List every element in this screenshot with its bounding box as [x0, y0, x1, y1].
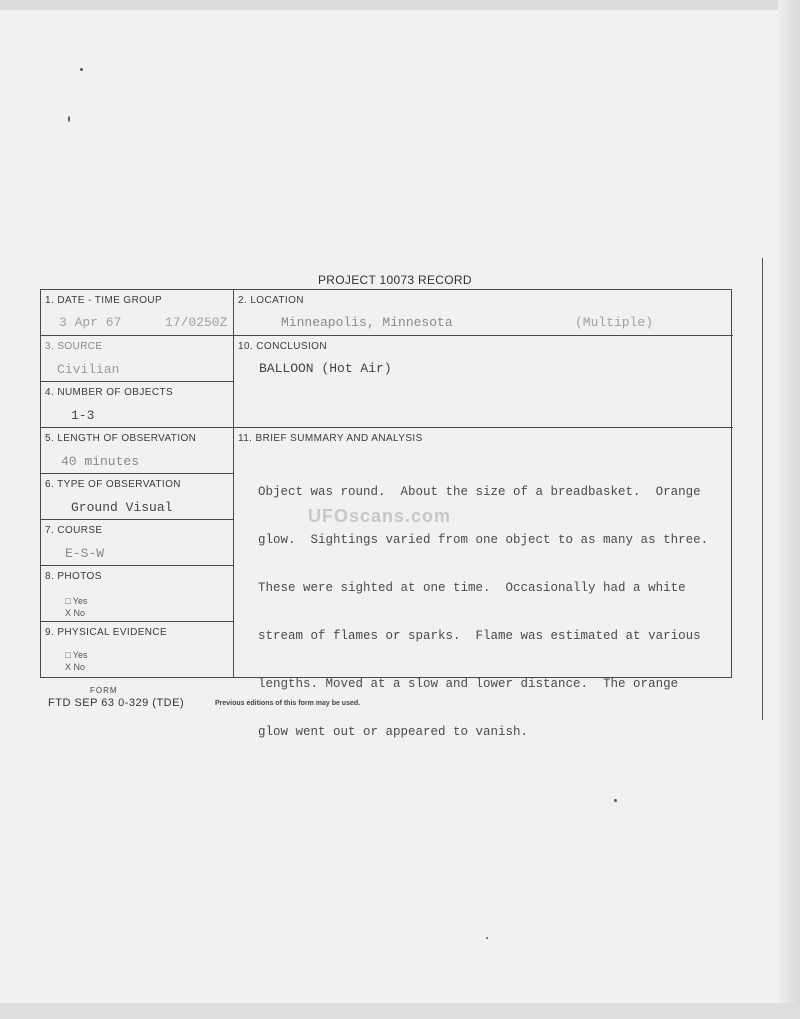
row-divider: [41, 335, 733, 336]
summary-line: glow. Sightings varied from one object to as many as three.: [258, 533, 709, 547]
scan-speck: [80, 68, 83, 71]
scan-bottom-edge: [0, 1003, 800, 1019]
scan-speck: [68, 116, 70, 122]
row-divider: [41, 565, 233, 566]
scan-right-edge: [778, 0, 800, 1019]
type-obs-value: Ground Visual: [71, 500, 173, 515]
physical-yes: □ Yes: [65, 650, 88, 660]
num-objects-value: 1-3: [71, 408, 95, 423]
photos-label: 8. PHOTOS: [45, 571, 102, 582]
summary-text: [258, 452, 718, 756]
source-label: 3. SOURCE: [45, 341, 103, 352]
location-value: Minneapolis, Minnesota: [281, 315, 453, 330]
num-objects-label: 4. NUMBER OF OBJECTS: [45, 387, 174, 398]
row-divider: [41, 473, 233, 474]
time-value: 17/0250Z: [165, 315, 228, 330]
course-label: 7. COURSE: [45, 525, 103, 536]
photos-no: X No: [65, 608, 86, 618]
summary-line: glow went out or appeared to vanish.: [258, 725, 529, 739]
page-margin-line: [762, 258, 763, 720]
length-obs-label: 5. LENGTH OF OBSERVATION: [45, 433, 197, 444]
conclusion-value: BALLOON (Hot Air): [259, 361, 392, 376]
form-word: FORM: [90, 686, 118, 695]
form-id: FTD SEP 63 0-329 (TDE): [48, 697, 185, 709]
summary-label: 11. BRIEF SUMMARY AND ANALYSIS: [238, 433, 423, 444]
row-divider: [41, 381, 233, 382]
source-value: Civilian: [57, 362, 120, 377]
summary-line: Object was round. About the size of a breadbasket. Orange: [258, 485, 701, 499]
type-obs-label: 6. TYPE OF OBSERVATION: [45, 479, 181, 490]
scan-speck: [486, 937, 488, 939]
form-note: Previous editions of this form may be used.: [215, 700, 361, 707]
summary-line: stream of flames or sparks. Flame was estimated at various: [258, 629, 701, 643]
physical-evidence-label: 9. PHYSICAL EVIDENCE: [45, 627, 168, 638]
length-obs-value: 40 minutes: [61, 454, 140, 469]
scan-top-edge: [0, 0, 800, 10]
summary-line: lengths. Moved at a slow and lower distance. The orange: [258, 677, 679, 691]
form-title: PROJECT 10073 RECORD: [318, 273, 472, 287]
physical-no: X No: [65, 662, 86, 672]
summary-line: These were sighted at one time. Occasionally had a white: [258, 581, 686, 595]
location-note: (Multiple): [575, 315, 654, 330]
row-divider: [41, 427, 733, 428]
course-value: E-S-W: [65, 546, 105, 561]
watermark: UFOscans.com: [308, 506, 452, 526]
row-divider: [41, 621, 233, 622]
scan-speck: [614, 799, 617, 802]
location-label: 2. LOCATION: [238, 295, 304, 306]
date-value: 3 Apr 67: [59, 315, 122, 330]
date-time-label: 1. DATE - TIME GROUP: [45, 295, 163, 306]
column-divider: [233, 290, 234, 677]
row-divider: [41, 519, 233, 520]
photos-yes: □ Yes: [65, 596, 88, 606]
conclusion-label: 10. CONCLUSION: [238, 341, 327, 352]
